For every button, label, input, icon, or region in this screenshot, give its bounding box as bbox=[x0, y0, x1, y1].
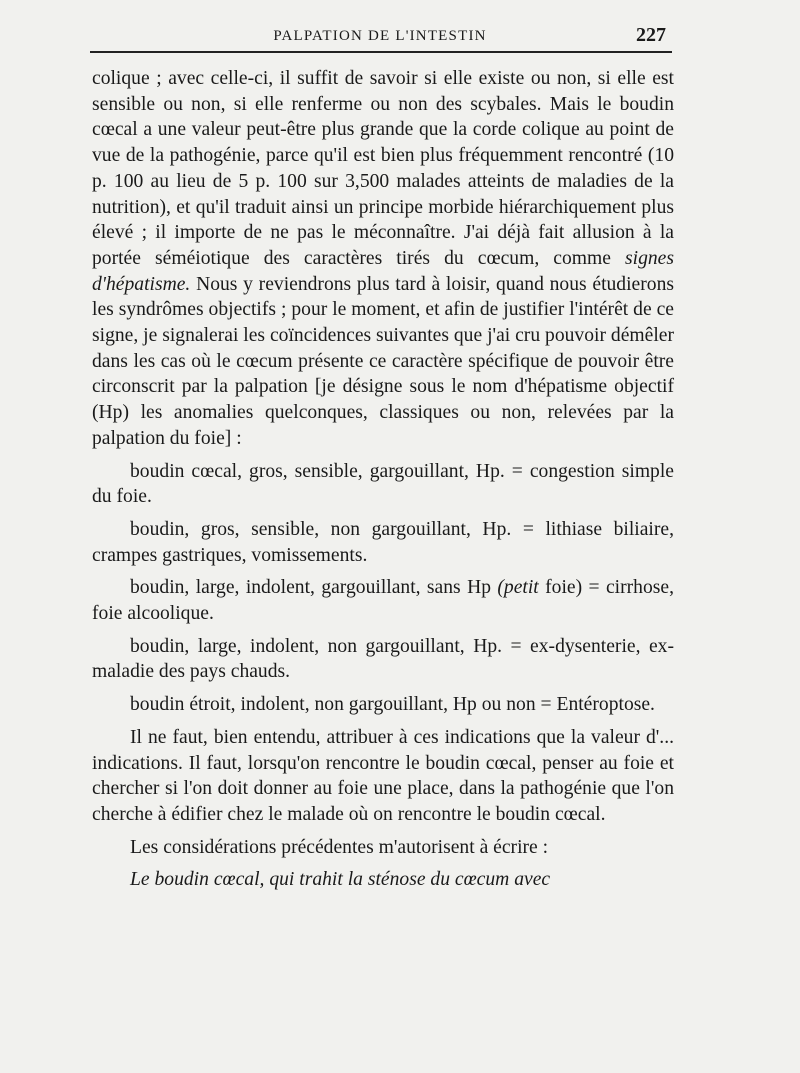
paragraph-1-text: colique ; avec celle-ci, il suffit de savoir si elle existe ou non, si elle est sensible ou non, si elle renferme ou non des scybales. Mais le boudin cœcal a une valeur peut-être plus grande que la corde colique au point de vue de la pathogénie, parce qu'il est bien plus fréquemment rencontré (10 p. 100 au lieu de 5 p. 100 sur 3,500 malades atteints de maladies de la nutrition), et qu'il traduit ainsi un principe morbide hiérarchiquement plus élevé ; il importe de ne pas le méconnaître. J'ai déjà fait allusion à la portée séméiotique des caractères tirés du cœcum, comme bbox=[92, 68, 674, 269]
list-item-1: boudin cœcal, gros, sensible, gargouillant, Hp. = congestion simple du foie. bbox=[92, 460, 674, 508]
paragraph-3: Les considérations précédentes m'autorisent à écrire : bbox=[130, 836, 549, 858]
header-rule bbox=[90, 51, 672, 53]
paragraph-1-end: Nous y reviendrons plus tard à loisir, quand nous étudierons les syndrômes objectifs ; pour le moment, et afin de justifier l'intérêt de ce signe, je signalerai les coïncidences suivantes que j'ai cru pouvoir démêler dans les cas où le cœcum présente ce caractère spécifique de pouvoir être circonscrit par la palpation [je désigne sous le nom d'hépatisme objectif (Hp) les anomalies quelconques, classiques ou non, relevées par la palpation du foie] : bbox=[92, 273, 674, 449]
list-item-2: boudin, gros, sensible, non gargouillant, Hp. = lithiase biliaire, crampes gastriques, vomissements. bbox=[92, 518, 674, 566]
list-item-3-italic: (petit bbox=[497, 577, 539, 599]
paragraph-2: Il ne faut, bien entendu, attribuer à ces indications que la valeur d'... indications. Il faut, lorsqu'on rencontre le boudin cœcal, penser au foie et chercher si l'on doit donner au foie une place, dans la pathogénie que l'on cherche à édifier chez le malade où on rencontre le boudin cœcal. bbox=[92, 726, 674, 825]
list-item-3-text: boudin, large, indolent, gargouillant, sans Hp bbox=[130, 577, 498, 599]
list-item-3 bbox=[92, 575, 674, 626]
paragraph-1-italic: signes d'hépatisme. bbox=[92, 247, 674, 295]
paragraph-1 bbox=[92, 66, 674, 452]
list-item-5: boudin étroit, indolent, non gargouillant, Hp ou non = Entéroptose. bbox=[130, 694, 655, 716]
paragraph-4 bbox=[92, 867, 674, 893]
list-item-4: boudin, large, indolent, non gargouillant, Hp. = ex-dysenterie, ex-maladie des pays chauds. bbox=[92, 635, 674, 683]
page-number: 227 bbox=[636, 24, 666, 46]
page-body bbox=[92, 66, 674, 893]
paragraph-4-italic: Le boudin cœcal, qui trahit la sténose du cœcum avec bbox=[130, 869, 551, 891]
running-title: PALPATION DE L'INTESTIN bbox=[273, 28, 487, 44]
list-item-3-end: foie) = cirrhose, foie alcoolique. bbox=[92, 577, 674, 625]
page-header bbox=[90, 24, 670, 50]
